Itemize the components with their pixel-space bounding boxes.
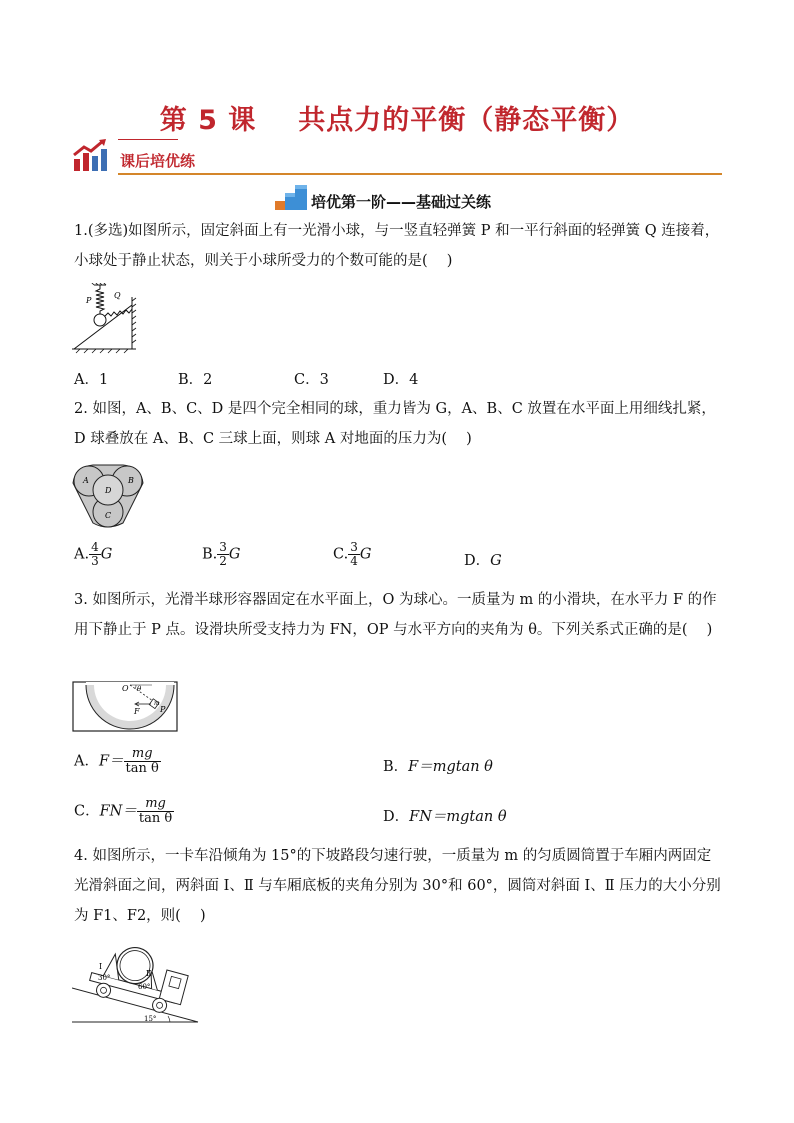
q3-option-a[interactable]: A．F＝ $\frac{mg}{\text{tan θ}}$ [74,746,159,776]
question-1-figure [72,283,138,355]
q3-option-d[interactable]: D．FN＝mgtan θ [383,809,507,825]
section-rule-top [118,139,178,140]
angle-30-label: 30° [98,974,111,982]
q3-option-b[interactable]: B．F＝mgtan θ [383,759,493,775]
q1-option-d[interactable]: D．4 [383,372,419,388]
q1-option-a[interactable]: A．1 [74,372,109,388]
ball-c-label: C [105,511,112,520]
label-f: F [134,707,140,716]
question-1-text: 1.(多选)如图所示，固定斜面上有一光滑小球，与一竖直轻弹簧 P 和一平行斜面的轻弹簧 Q 连接着，小球处于静止状态，则关于小球所受力的个数可能的是( ) [74,223,720,269]
section-divider [118,173,722,175]
angle-15-label: 15° [144,1015,157,1023]
ball-a-label: A [83,476,89,485]
label-q: Q [114,291,121,300]
page-title [0,98,794,137]
section-label: 课后培优练 [120,152,196,170]
section-header [72,137,722,177]
q1-option-b[interactable]: B．2 [178,372,213,388]
label-p: P [86,296,92,305]
subsection-label: 培优第一阶——基础过关练 [311,193,492,211]
label-theta: θ [137,685,142,693]
surface-1-label: Ⅰ [99,962,103,971]
question-3-figure [72,681,178,733]
q2-option-c[interactable]: C. $\frac{3}{4}$ G [333,540,372,568]
q2-option-d[interactable]: D．G [464,553,502,569]
ball-d-label: D [105,486,112,495]
label-m: m [154,700,160,707]
question-2-text: 2. 如图，A、B、C、D 是四个完全相同的球，重力皆为 G，A、B、C 放置在水平面上用细线扎紧，D 球叠放在 A、B、C 三球上面，则球 A 对地面的压力为( ) [74,401,716,447]
q3-option-c[interactable]: C．FN＝ $\frac{mg}{\text{tan θ}}$ [74,796,173,826]
surface-2-label: Ⅱ [146,969,152,978]
lesson-number: 第 5 课 [159,105,257,136]
lesson-title: 共点力的平衡（静态平衡） [298,105,635,136]
question-4-text: 4. 如图所示，一卡车沿倾角为 15°的下坡路段匀速行驶，一质量为 m 的匀质圆筒置于车厢内两固定光滑斜面之间，两斜面 Ⅰ、Ⅱ 与车厢底板的夹角分别为 30°和 60°，圆筒对斜面 Ⅰ、Ⅱ 压力的大小分别为 F1、F2，则( ) [74,848,721,924]
q2-option-b[interactable]: B. $\frac{3}{2}$ G [202,540,241,568]
label-p: P [160,705,166,714]
angle-60-label: 60° [138,983,151,991]
stairs-icon [275,183,309,211]
question-3-text: 3. 如图所示，光滑半球形容器固定在水平面上，O 为球心。一质量为 m 的小滑块，在水平力 F 的作用下静止于 P 点。设滑块所受支持力为 FN，OP 与水平方向的夹角为 θ。下列关系式正确的是( ) [74,592,717,638]
q2-option-a[interactable]: A. $\frac{4}{3}$ G [74,540,113,568]
label-o: O [122,684,129,693]
question-4-figure [72,940,200,1026]
growth-chart-icon [72,137,112,173]
ball-b-label: B [128,476,134,485]
question-2-figure [71,459,145,531]
q1-option-c[interactable]: C．3 [294,372,329,388]
